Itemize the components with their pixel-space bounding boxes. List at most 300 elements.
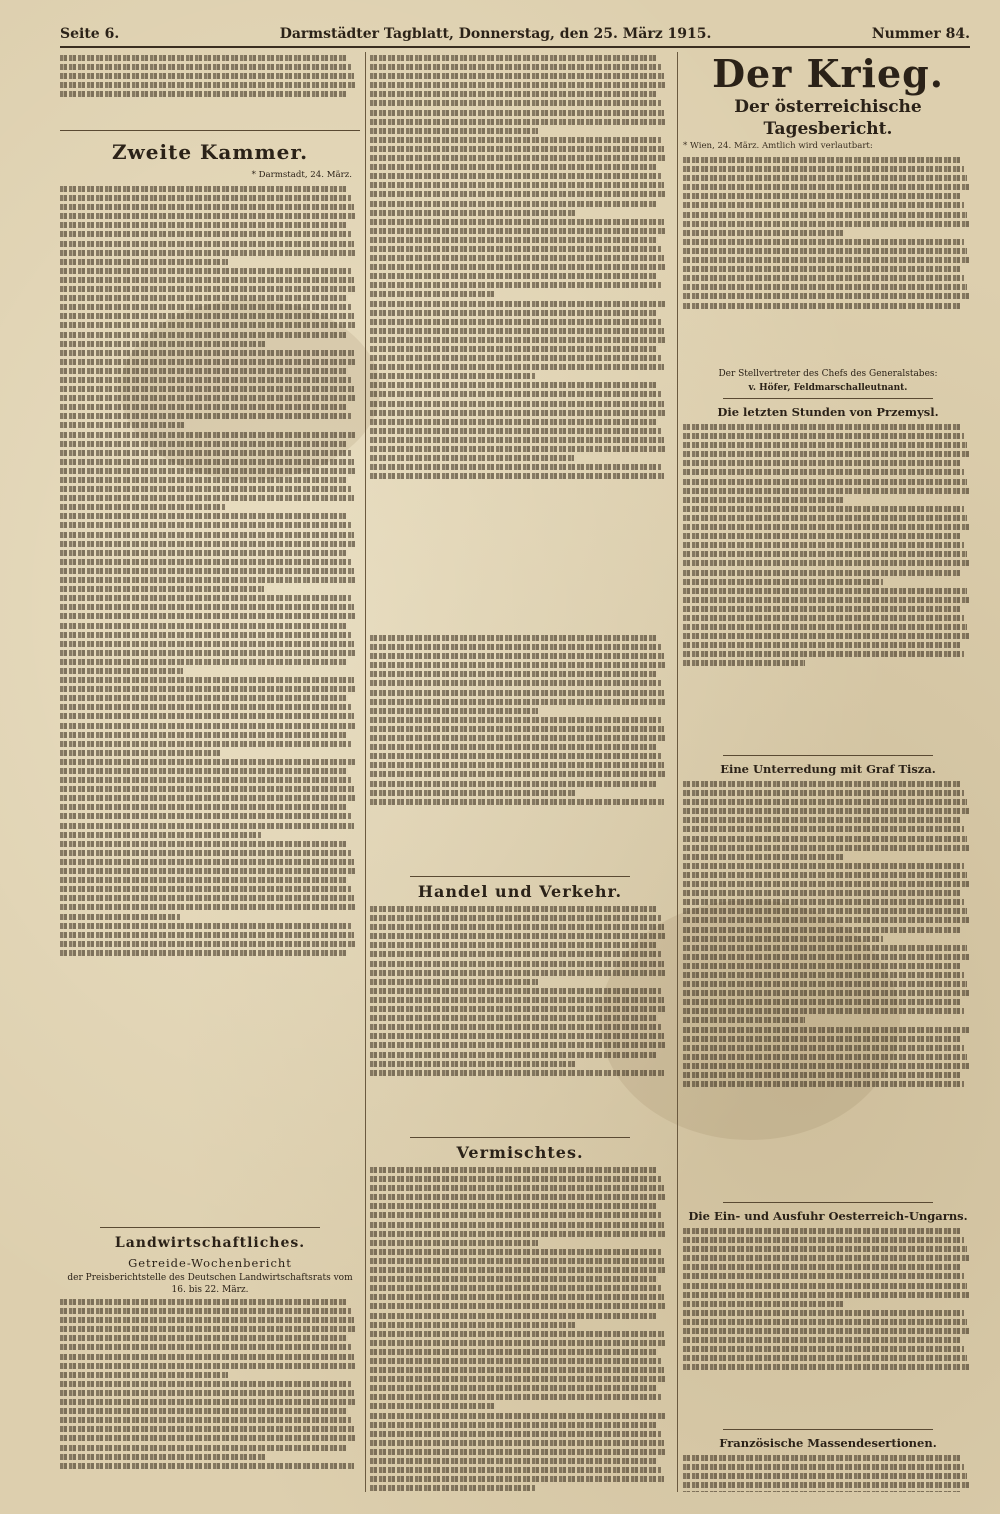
- text-line: [60, 341, 267, 347]
- text-line: [60, 513, 348, 519]
- text-line: [683, 469, 964, 475]
- text-line: [683, 1310, 964, 1316]
- text-line: [683, 166, 964, 172]
- text-line: [60, 823, 354, 829]
- subheading: der Preisberichtstelle des Deutschen Landwirtschaftsrats vom 16. bis 22. März.: [67, 1273, 353, 1295]
- text-line: [683, 433, 964, 439]
- text-line: [60, 613, 357, 619]
- text-line: [60, 259, 228, 265]
- text-line: [60, 832, 261, 838]
- text-line: [683, 863, 964, 869]
- text-line: [60, 286, 357, 292]
- text-line: [683, 157, 961, 163]
- text-line: [683, 899, 964, 905]
- text-line: [60, 1390, 354, 1396]
- text-line: [683, 945, 967, 951]
- text-line: [60, 877, 348, 883]
- text-line: [683, 1081, 964, 1087]
- article-text: [683, 778, 973, 1198]
- heading-einfuhr: Die Ein- und Ausfuhr Oesterreich-Ungarns.: [688, 1209, 968, 1223]
- text-line: [60, 322, 357, 328]
- text-line: [370, 1413, 667, 1419]
- text-line: [683, 1255, 970, 1261]
- text-line: [683, 212, 967, 218]
- article-text: [60, 183, 360, 1223]
- text-line: [60, 868, 357, 874]
- text-line: [60, 804, 348, 810]
- text-line: [60, 477, 348, 483]
- heading-vermischtes: Vermischtes.: [456, 1143, 584, 1162]
- text-line: [683, 515, 967, 521]
- text-line: [683, 524, 970, 530]
- text-line: [60, 532, 354, 538]
- text-line: [370, 680, 661, 686]
- page-header: [60, 22, 970, 46]
- text-line: [60, 550, 348, 556]
- divider: [723, 1202, 933, 1203]
- text-line: [60, 386, 354, 392]
- text-line: [370, 428, 661, 434]
- text-line: [60, 668, 183, 674]
- text-line: [370, 753, 661, 759]
- text-line: [683, 1054, 967, 1060]
- text-line: [370, 155, 667, 161]
- text-line: [370, 1006, 667, 1012]
- signature-line: Der Stellvertreter des Chefs des Generalstabes:: [718, 369, 938, 379]
- text-line: [370, 1294, 664, 1300]
- text-line: [683, 497, 845, 503]
- text-line: [60, 195, 351, 201]
- text-line: [683, 424, 961, 430]
- text-line: [683, 1072, 961, 1078]
- text-line: [60, 923, 351, 929]
- text-line: [60, 886, 351, 892]
- text-line: [60, 1399, 357, 1405]
- text-line: [60, 1372, 228, 1378]
- text-line: [60, 55, 348, 61]
- text-line: [683, 981, 967, 987]
- text-line: [60, 268, 351, 274]
- text-line: [60, 222, 348, 228]
- heading-przemysl: Die letzten Stunden von Przemysl.: [717, 405, 939, 419]
- text-line: [60, 304, 351, 310]
- text-line: [370, 915, 661, 921]
- text-line: [683, 890, 961, 896]
- text-line: [683, 221, 970, 227]
- text-line: [60, 404, 348, 410]
- text-line: [60, 468, 357, 474]
- text-line: [370, 662, 667, 668]
- text-line: [370, 653, 664, 659]
- text-line: [60, 413, 351, 419]
- text-line: [370, 1440, 664, 1446]
- text-line: [370, 951, 661, 957]
- text-line: [60, 295, 348, 301]
- text-line: [370, 1267, 667, 1273]
- dateline: * Wien, 24. März. Amtlich wird verlautbart:: [683, 141, 873, 151]
- heading-handel-und-verkehr: Handel und Verkehr.: [417, 882, 623, 901]
- text-line: [683, 1482, 970, 1488]
- text-line: [60, 1408, 348, 1414]
- text-line: [683, 248, 967, 254]
- text-line: [683, 1045, 964, 1051]
- text-line: [370, 228, 667, 234]
- divider: [723, 398, 933, 399]
- text-line: [683, 1455, 961, 1461]
- text-line: [370, 55, 658, 61]
- text-line: [60, 632, 351, 638]
- text-line: [370, 64, 661, 70]
- text-line: [60, 695, 348, 701]
- text-line: [370, 191, 667, 197]
- text-line: [370, 346, 658, 352]
- text-line: [683, 1292, 970, 1298]
- text-line: [370, 979, 538, 985]
- text-line: [683, 506, 964, 512]
- text-line: [370, 1331, 664, 1337]
- text-line: [683, 836, 967, 842]
- text-line: [683, 817, 961, 823]
- text-line: [60, 332, 348, 338]
- text-line: [60, 586, 264, 592]
- text-line: [683, 845, 970, 851]
- text-line: [370, 473, 664, 479]
- text-line: [60, 1381, 351, 1387]
- text-line: [683, 781, 961, 787]
- text-line: [60, 568, 354, 574]
- text-line: [683, 597, 970, 603]
- text-line: [370, 264, 667, 270]
- text-line: [370, 997, 664, 1003]
- divider: [100, 1227, 320, 1228]
- text-line: [60, 231, 351, 237]
- text-line: [370, 1061, 577, 1067]
- text-line: [60, 313, 354, 319]
- text-line: [60, 677, 354, 683]
- text-line: [60, 841, 348, 847]
- text-line: [370, 1285, 661, 1291]
- text-line: [370, 1212, 661, 1218]
- heading-tisza: Eine Unterredung mit Graf Tisza.: [720, 762, 936, 776]
- text-line: [370, 237, 658, 243]
- text-line: [370, 273, 658, 279]
- text-line: [60, 950, 348, 956]
- text-line: [370, 282, 661, 288]
- text-line: [370, 291, 496, 297]
- text-line: [683, 854, 845, 860]
- text-line: [60, 604, 354, 610]
- text-line: [60, 713, 354, 719]
- text-line: [60, 904, 357, 910]
- text-line: [370, 1070, 664, 1076]
- text-line: [370, 310, 658, 316]
- text-line: [683, 936, 883, 942]
- text-line: [683, 1319, 967, 1325]
- text-line: [370, 1249, 661, 1255]
- text-line: [60, 850, 351, 856]
- text-line: [370, 906, 658, 912]
- text-line: [370, 1467, 661, 1473]
- text-line: [370, 726, 664, 732]
- text-line: [60, 1354, 354, 1360]
- text-line: [370, 1458, 658, 1464]
- article-text: [683, 1225, 973, 1425]
- text-line: [370, 82, 667, 88]
- text-line: [683, 963, 961, 969]
- text-line: [370, 382, 658, 388]
- header-rule: [60, 46, 970, 48]
- text-line: [370, 373, 535, 379]
- text-line: [60, 623, 348, 629]
- text-line: [370, 1203, 658, 1209]
- article-text: [370, 1164, 670, 1492]
- text-line: [683, 488, 970, 494]
- text-line: [370, 1349, 658, 1355]
- text-line: [370, 328, 664, 334]
- text-line: [370, 164, 658, 170]
- text-line: [370, 1313, 658, 1319]
- text-line: [60, 704, 351, 710]
- text-line: [683, 606, 961, 612]
- text-line: [683, 202, 964, 208]
- article-text: [370, 903, 670, 1133]
- text-line: [683, 954, 970, 960]
- text-line: [370, 410, 667, 416]
- text-line: [370, 301, 667, 307]
- text-line: [683, 570, 961, 576]
- text-line: [60, 768, 348, 774]
- text-line: [683, 1364, 970, 1370]
- text-line: [60, 450, 351, 456]
- issue-number: Nummer 84.: [871, 26, 970, 42]
- text-line: [370, 446, 667, 452]
- text-line: [683, 451, 970, 457]
- text-line: [683, 972, 964, 978]
- text-line: [370, 464, 661, 470]
- text-line: [683, 560, 970, 566]
- text-line: [370, 1033, 664, 1039]
- text-line: [370, 1376, 667, 1382]
- text-line: [370, 1422, 658, 1428]
- text-line: [683, 908, 967, 914]
- text-line: [683, 1017, 805, 1023]
- text-line: [60, 1445, 348, 1451]
- text-line: [60, 91, 348, 97]
- text-line: [370, 210, 577, 216]
- text-line: [60, 1308, 351, 1314]
- text-line: [683, 1027, 970, 1033]
- dateline: * Darmstadt, 24. März.: [251, 170, 352, 180]
- text-line: [683, 266, 961, 272]
- text-line: [683, 633, 970, 639]
- text-line: [370, 246, 661, 252]
- text-line: [60, 650, 357, 656]
- text-line: [370, 1231, 667, 1237]
- text-line: [683, 275, 964, 281]
- text-line: [683, 927, 961, 933]
- text-line: [60, 595, 351, 601]
- text-line: [683, 872, 967, 878]
- text-line: [60, 1299, 348, 1305]
- text-line: [370, 201, 658, 207]
- divider: [723, 1429, 933, 1430]
- text-line: [370, 1322, 577, 1328]
- text-line: [60, 723, 357, 729]
- text-line: [370, 1185, 664, 1191]
- text-line: [683, 284, 967, 290]
- text-line: [370, 1258, 664, 1264]
- text-line: [370, 924, 664, 930]
- text-line: [60, 541, 357, 547]
- text-line: [683, 826, 964, 832]
- text-line: [370, 401, 664, 407]
- text-line: [60, 395, 357, 401]
- article-text: [683, 1452, 973, 1492]
- text-line: [60, 895, 354, 901]
- text-line: [370, 790, 577, 796]
- text-line: [60, 73, 354, 79]
- text-line: [683, 1283, 967, 1289]
- text-line: [370, 1358, 661, 1364]
- text-line: [60, 213, 357, 219]
- text-line: [60, 786, 354, 792]
- text-line: [60, 522, 351, 528]
- subheading-tagesbericht: Der österreichische Tagesbericht.: [734, 97, 922, 139]
- text-line: [60, 1426, 354, 1432]
- text-line: [370, 699, 667, 705]
- text-line: [60, 1463, 354, 1469]
- text-line: [370, 1485, 535, 1491]
- text-line: [370, 933, 667, 939]
- text-line: [683, 442, 967, 448]
- divider: [410, 876, 630, 877]
- text-line: [60, 459, 354, 465]
- divider: [410, 1137, 630, 1138]
- text-line: [683, 1473, 967, 1479]
- divider: [723, 755, 933, 756]
- text-line: [683, 579, 883, 585]
- article-text: [370, 632, 670, 872]
- text-line: [370, 110, 664, 116]
- text-line: [683, 651, 964, 657]
- text-line: [683, 1355, 967, 1361]
- text-line: [60, 741, 351, 747]
- text-line: [683, 624, 967, 630]
- text-line: [370, 671, 658, 677]
- text-line: [370, 1340, 667, 1346]
- text-line: [60, 359, 357, 365]
- text-line: [370, 961, 664, 967]
- text-line: [683, 1063, 970, 1069]
- text-line: [370, 1403, 496, 1409]
- text-line: [60, 504, 225, 510]
- text-line: [60, 686, 357, 692]
- text-line: [683, 460, 961, 466]
- text-line: [370, 1240, 538, 1246]
- text-line: [370, 128, 538, 134]
- text-line: [370, 219, 664, 225]
- text-line: [60, 641, 354, 647]
- text-line: [683, 1328, 970, 1334]
- text-line: [370, 717, 661, 723]
- text-line: [60, 495, 354, 501]
- text-line: [60, 432, 357, 438]
- text-line: [60, 932, 354, 938]
- text-line: [60, 859, 354, 865]
- text-line: [683, 799, 967, 805]
- signature-line: v. Höfer, Feldmarschalleutnant.: [748, 383, 908, 393]
- text-line: [370, 1222, 664, 1228]
- text-line: [60, 577, 357, 583]
- text-line: [370, 690, 664, 696]
- text-line: [683, 1264, 961, 1270]
- text-line: [370, 1176, 661, 1182]
- text-line: [370, 1385, 658, 1391]
- text-line: [370, 337, 667, 343]
- text-line: [370, 781, 658, 787]
- text-line: [60, 941, 357, 947]
- text-line: [683, 1237, 964, 1243]
- text-line: [370, 364, 664, 370]
- column-rule: [677, 52, 678, 1492]
- text-line: [370, 137, 661, 143]
- headline-der-krieg: Der Krieg.: [712, 52, 944, 96]
- column-middle: [370, 52, 670, 1492]
- text-line: [370, 1052, 658, 1058]
- text-line: [683, 990, 970, 996]
- text-line: [370, 100, 661, 106]
- text-line: [60, 350, 354, 356]
- text-line: [370, 91, 658, 97]
- column-rule: [365, 52, 366, 1492]
- text-line: [683, 790, 964, 796]
- text-line: [60, 659, 348, 665]
- text-line: [683, 1246, 967, 1252]
- text-line: [60, 1317, 354, 1323]
- text-line: [370, 73, 664, 79]
- text-line: [60, 441, 348, 447]
- text-line: [60, 204, 354, 210]
- headline-zweite-kammer: Zweite Kammer.: [111, 140, 309, 164]
- text-line: [370, 182, 664, 188]
- masthead: Darmstädter Tagblatt, Donnerstag, den 25. März 1915.: [279, 26, 712, 42]
- text-line: [370, 942, 658, 948]
- text-line: [60, 559, 351, 565]
- text-line: [370, 1167, 658, 1173]
- text-line: [683, 230, 845, 236]
- text-line: [370, 1042, 667, 1048]
- text-line: [60, 368, 348, 374]
- text-line: [683, 533, 961, 539]
- text-line: [60, 914, 180, 920]
- text-line: [683, 479, 967, 485]
- text-line: [683, 917, 970, 923]
- text-line: [370, 799, 664, 805]
- text-line: [60, 486, 351, 492]
- text-line: [683, 1346, 964, 1352]
- text-line: [370, 146, 664, 152]
- text-line: [60, 795, 357, 801]
- text-line: [60, 82, 357, 88]
- text-line: [683, 257, 970, 263]
- text-line: [370, 173, 661, 179]
- text-line: [370, 970, 667, 976]
- text-line: [683, 175, 967, 181]
- text-line: [683, 1273, 964, 1279]
- heading-landwirtschaftliches: Landwirtschaftliches.: [114, 1235, 306, 1251]
- text-line: [683, 999, 961, 1005]
- text-line: [370, 1367, 664, 1373]
